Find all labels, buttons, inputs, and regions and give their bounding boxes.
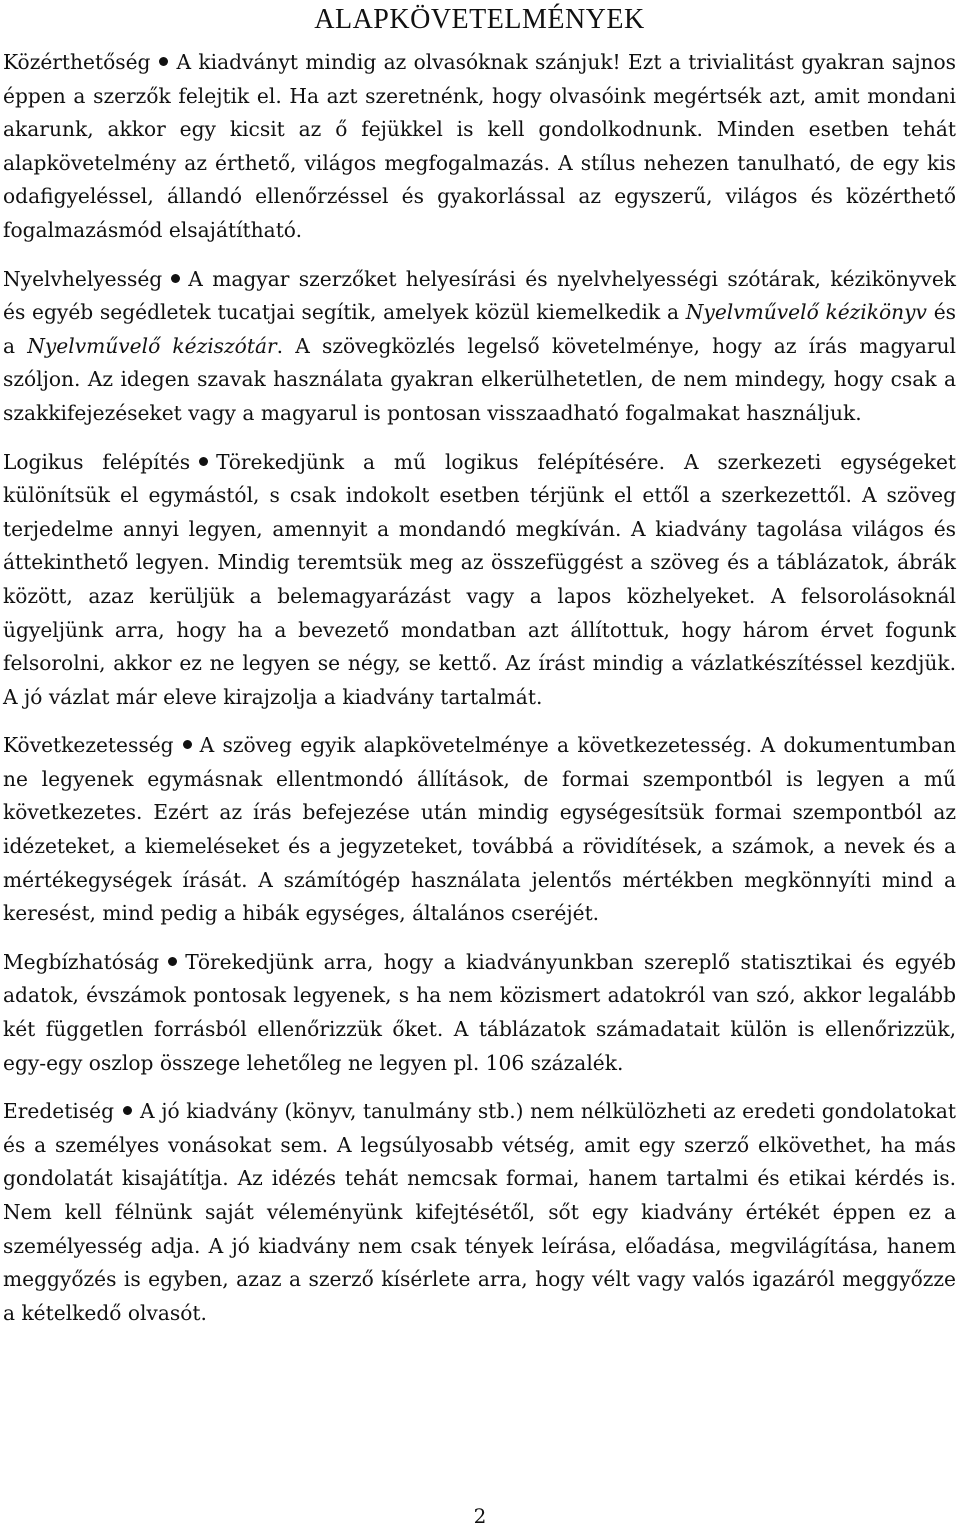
book-title-italic: Nyelvművelő kéziszótár [27,333,277,358]
section-nyelvhelyesseg [3,263,956,431]
section-text: . A szövegközlés legelső követelménye, hogy az írás magyarul szóljon. Az idegen szavak használata gyakran elkerülhetetlen, de nem mindegy, hogy csak a szakkifejezéseket vagy a magyarul is pontosan visszaadható fogalmakat használjuk. [3,333,956,425]
section-text: A kiadványt mindig az olvasóknak szánjuk! Ezt a trivialitást gyakran sajnos éppen a szerzők felejtik el. Ha azt szeretnénk, hogy olvasóink megértsék azt, amit mondani akarunk, akkor egy kicsit az ő fejükkel is kell gondolkodnunk. Minden esetben tehát alapkövetelmény az érthető, világos megfogalmazás. A stílus nehezen tanulható, de egy kis odafigyeléssel, állandó ellenőrzéssel és gyakorlással az egyszerű, világos és közérthető fogalmazásmód elsajátítható. [3,50,956,242]
section-heading: Nyelvhelyesség [3,266,163,291]
section-text: Törekedjünk a mű logikus felépítésére. A szerkezeti egységeket különítsük el egymástól, s csak indokolt esetben térjünk el ettől a szerkezettől. A szöveg terjedelme annyi legyen, amennyit a mondandó megkíván. A kiadvány tagolása világos és áttekinthető legyen. Mindig teremtsük meg az összefüggést a szöveg és a táblázatok, ábrák között, azaz kerüljük a belemagyarázást vagy a lapos közhelyeket. A felsorolásoknál ügyeljünk arra, hogy ha a bevezető mondatban azt állítottuk, hogy három érvet fogunk felsorolni, akkor ez ne legyen se négy, se kettő. Az írást mindig a vázlatkészítéssel kezdjük. A jó vázlat már eleve kirajzolja a kiadvány tartalmát. [3,449,956,709]
section-text: A magyar szerzőket helyesírási és nyelvhelyességi szótárak, kézikönyvek és egyéb segédletek tucatjai segítik, amelyek közül kiemelkedik a [3,266,956,325]
page-title: ALAPKÖVETELMÉNYEK [314,4,645,35]
bullet-icon [159,57,168,66]
section-kovetkezetesseg [3,729,956,931]
section-text: A szöveg egyik alapkövetelménye a következetesség. A dokumentumban ne legyenek egymásnak ellentmondó állítások, de formai szempontból is legyen a mű következetes. Ezért az írás befejezése után mindig egységesítsük formai szempontból az idézeteket, a kiemeléseket és a jegyzeteket, továbbá a rövidítések, a számok, a nevek és a mértékegységek írását. A számítógép használata jelentős mértékben megkönnyíti mind a keresést, mind pedig a hibák egységes, általános cseréjét. [3,733,956,926]
bullet-icon [123,1106,132,1115]
section-eredetiseg [3,1095,956,1330]
section-heading: Megbízhatóság [3,949,160,974]
section-text: és a [3,300,956,358]
section-megbizhatosag [3,946,956,1080]
bullet-icon [168,957,177,966]
section-heading: Közérthetőség [3,50,151,74]
section-logikus-felepites [3,446,956,715]
bullet-icon [199,457,208,466]
section-heading: Eredetiség [3,1099,115,1124]
section-heading: Következetesség [3,733,174,758]
bullet-icon [183,740,192,749]
section-heading: Logikus felépítés [3,449,191,474]
page-number: 2 [473,1504,487,1528]
book-title-italic: Nyelvművelő kézikönyv [685,300,927,325]
bullet-icon [171,274,180,283]
section-text: Törekedjünk arra, hogy a kiadványunkban szereplő statisztikai és egyéb adatok, évszámok pontosak legyenek, s ha nem közismert adatokról van szó, akkor legalább két független forrásból ellenőrizzük őket. A táblázatok számadatait külön is ellenőrizzük, egy-egy oszlop összege lehetőleg ne legyen pl. 106 százalék. [3,949,956,1075]
section-text: A jó kiadvány (könyv, tanulmány stb.) nem nélkülözheti az eredeti gondolatokat és a személyes vonásokat sem. A legsúlyosabb vétség, amit egy szerző elkövethet, ha más gondolatát kisajátítja. Az idézés tehát nemcsak formai, hanem tartalmi és etikai kérdés is. Nem kell félnünk saját véleményünk kifejtésétől, sőt egy kiadvány értékét éppen ez a személyesség adja. A jó kiadvány nem csak tények leírása, előadása, megvilágítása, hanem meggyőzés is egyben, azaz a szerző kísérlete arra, hogy vélt vagy valós igazáról meggyőzze a kételkedő olvasót. [3,1099,956,1325]
section-kozerthetoseg [3,46,956,248]
